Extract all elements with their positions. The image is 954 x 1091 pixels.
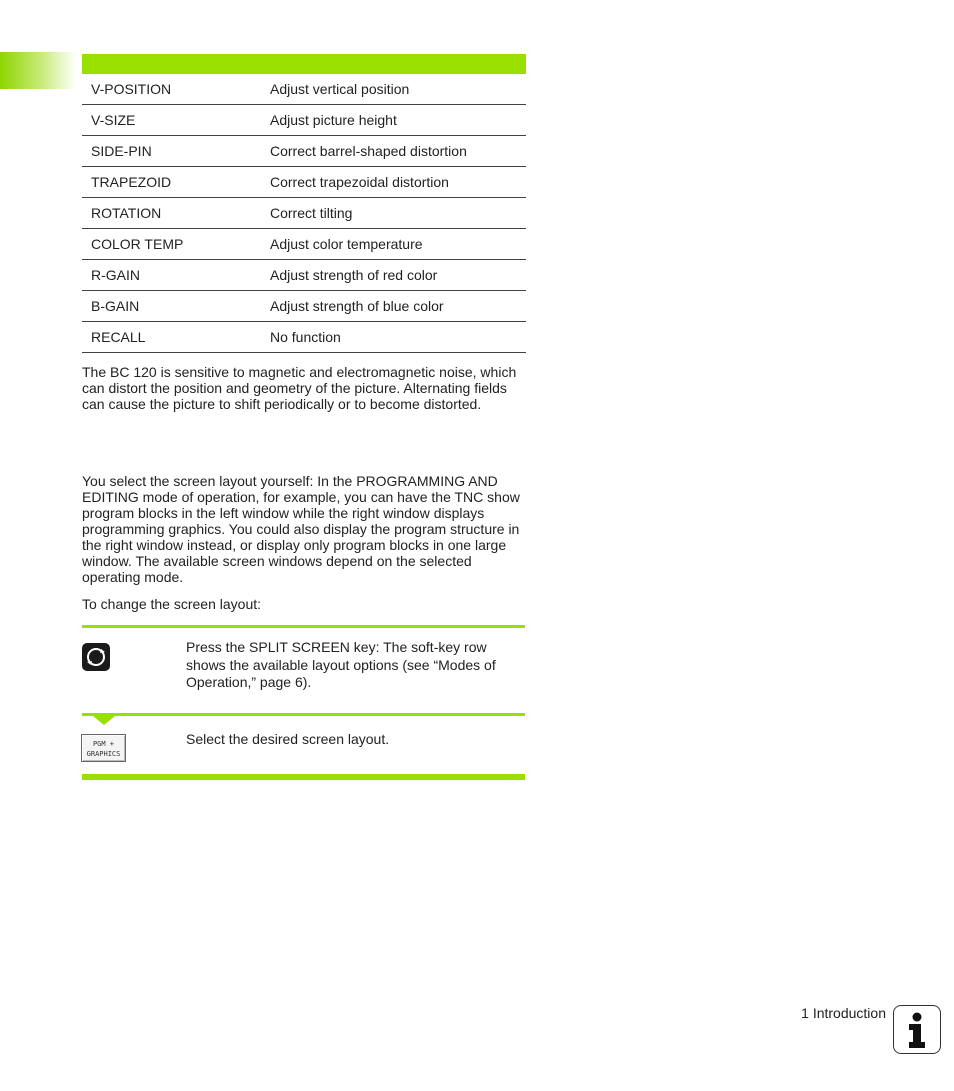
setting-name-cell: SIDE-PIN	[91, 143, 152, 159]
setting-function-cell: Adjust strength of blue color	[270, 298, 444, 314]
noise-paragraph: The BC 120 is sensitive to magnetic and electromagnetic noise, which can distort the position and geometry of the picture. Alternating fields can cause the picture to shift periodically or to become distorted.	[82, 364, 517, 412]
softkey-line-2: GRAPHICS	[86, 750, 121, 758]
step-1-text: Press the SPLIT SCREEN key: The soft-key row shows the available layout options (see “Modes of Operation,” page 6).	[186, 639, 496, 690]
step-rule-middle	[82, 713, 525, 716]
table-row	[82, 322, 526, 353]
split-screen-key-icon	[82, 643, 110, 671]
step-rule-top	[82, 625, 525, 628]
table-row	[82, 74, 526, 105]
table-row	[82, 105, 526, 136]
table-row	[82, 260, 526, 291]
setting-name-cell: ROTATION	[91, 205, 162, 221]
setting-name-cell: R-GAIN	[91, 267, 140, 283]
setting-function-cell: Correct tilting	[270, 205, 353, 221]
table-row	[82, 136, 526, 167]
monitor-settings-table	[82, 54, 526, 353]
chapter-tab-marker	[0, 52, 76, 89]
setting-name-cell: V-SIZE	[91, 112, 136, 128]
info-icon	[893, 1005, 941, 1054]
setting-function-cell: Correct barrel-shaped distortion	[270, 143, 467, 159]
setting-name-cell: V-POSITION	[91, 81, 172, 97]
change-layout-intro: To change the screen layout:	[82, 596, 262, 612]
table-header-bar	[82, 54, 526, 74]
setting-name-cell: B-GAIN	[91, 298, 140, 314]
table-row	[82, 291, 526, 322]
table-row	[82, 167, 526, 198]
setting-name-cell: TRAPEZOID	[91, 174, 172, 190]
step-2-text: Select the desired screen layout.	[186, 731, 390, 747]
setting-function-cell: Adjust strength of red color	[270, 267, 438, 283]
pgm-graphics-softkey[interactable]	[81, 734, 126, 762]
table-row	[82, 229, 526, 260]
table-row	[82, 198, 526, 229]
footer-chapter-label: 1 Introduction	[801, 1005, 886, 1021]
setting-name-cell: COLOR TEMP	[91, 236, 184, 252]
setting-name-cell: RECALL	[91, 329, 146, 345]
setting-function-cell: No function	[270, 329, 341, 345]
setting-function-cell: Adjust vertical position	[270, 81, 410, 97]
setting-function-cell: Adjust picture height	[270, 112, 397, 128]
step-rule-bottom	[82, 774, 525, 780]
setting-function-cell: Adjust color temperature	[270, 236, 423, 252]
layout-paragraph: You select the screen layout yourself: In the PROGRAMMING AND EDITING mode of operation, for example, you can have the TNC show program blocks in the left window while the right window displays programming graphics. You could also display the program structure in the right window instead, or display only program blocks in one large window. The available screen windows depend on the selected operating mode.	[82, 473, 520, 585]
setting-function-cell: Correct trapezoidal distortion	[270, 174, 449, 190]
step-arrow-icon	[93, 716, 115, 725]
softkey-line-1: PGM +	[92, 740, 115, 748]
